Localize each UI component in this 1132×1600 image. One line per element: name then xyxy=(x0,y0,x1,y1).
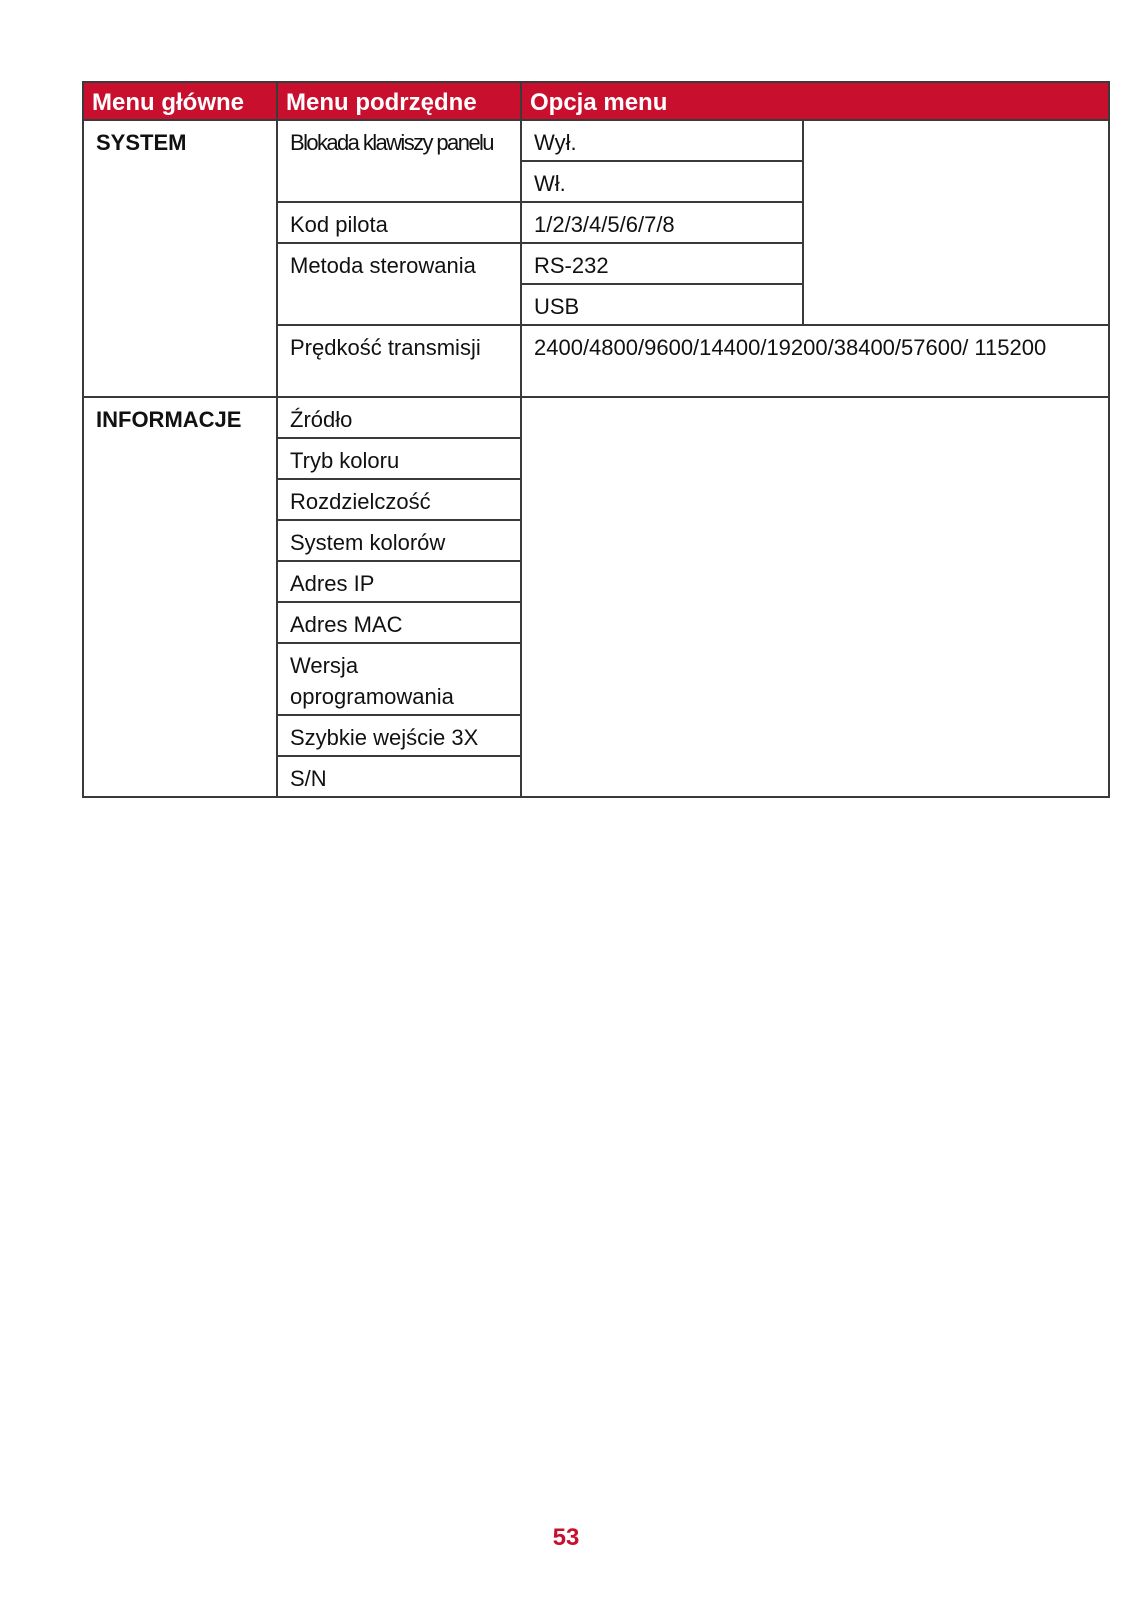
option-off: Wył. xyxy=(521,120,803,161)
page-number: 53 xyxy=(552,1524,580,1551)
submenu-remote-code: Kod pilota xyxy=(277,202,521,243)
info-item-color-system: System kolorów xyxy=(277,520,521,561)
info-item-serial-number: S/N xyxy=(277,756,521,797)
option-rs232: RS-232 xyxy=(521,243,803,284)
info-item-firmware-version: Wersja oprogramowania xyxy=(277,643,521,715)
table-row xyxy=(83,120,1109,161)
header-main-menu: Menu główne xyxy=(83,82,277,120)
info-item-mac-address: Adres MAC xyxy=(277,602,521,643)
table-row xyxy=(83,397,1109,438)
submenu-panel-key-lock: Blokada klawiszy panelu xyxy=(277,120,521,202)
option-on: Wł. xyxy=(521,161,803,202)
submenu-control-method: Metoda sterowania xyxy=(277,243,521,325)
info-item-resolution: Rozdzielczość xyxy=(277,479,521,520)
option-baud-rates: 2400/4800/9600/14400/19200/38400/57600/ 115200 xyxy=(521,325,1109,397)
table-header-row xyxy=(83,82,1109,120)
main-menu-system: SYSTEM xyxy=(83,120,277,397)
info-item-source: Źródło xyxy=(277,397,521,438)
info-item-quick-input-3x: Szybkie wejście 3X xyxy=(277,715,521,756)
menu-table xyxy=(82,81,1110,798)
info-item-color-mode: Tryb koloru xyxy=(277,438,521,479)
header-sub-menu: Menu podrzędne xyxy=(277,82,521,120)
main-menu-information: INFORMACJE xyxy=(83,397,277,797)
info-item-ip-address: Adres IP xyxy=(277,561,521,602)
submenu-baud-rate: Prędkość transmisji xyxy=(277,325,521,397)
empty-cell xyxy=(521,397,1109,797)
option-remote-codes: 1/2/3/4/5/6/7/8 xyxy=(521,202,803,243)
empty-cell xyxy=(803,120,1109,325)
option-usb: USB xyxy=(521,284,803,325)
header-menu-option: Opcja menu xyxy=(521,82,1109,120)
